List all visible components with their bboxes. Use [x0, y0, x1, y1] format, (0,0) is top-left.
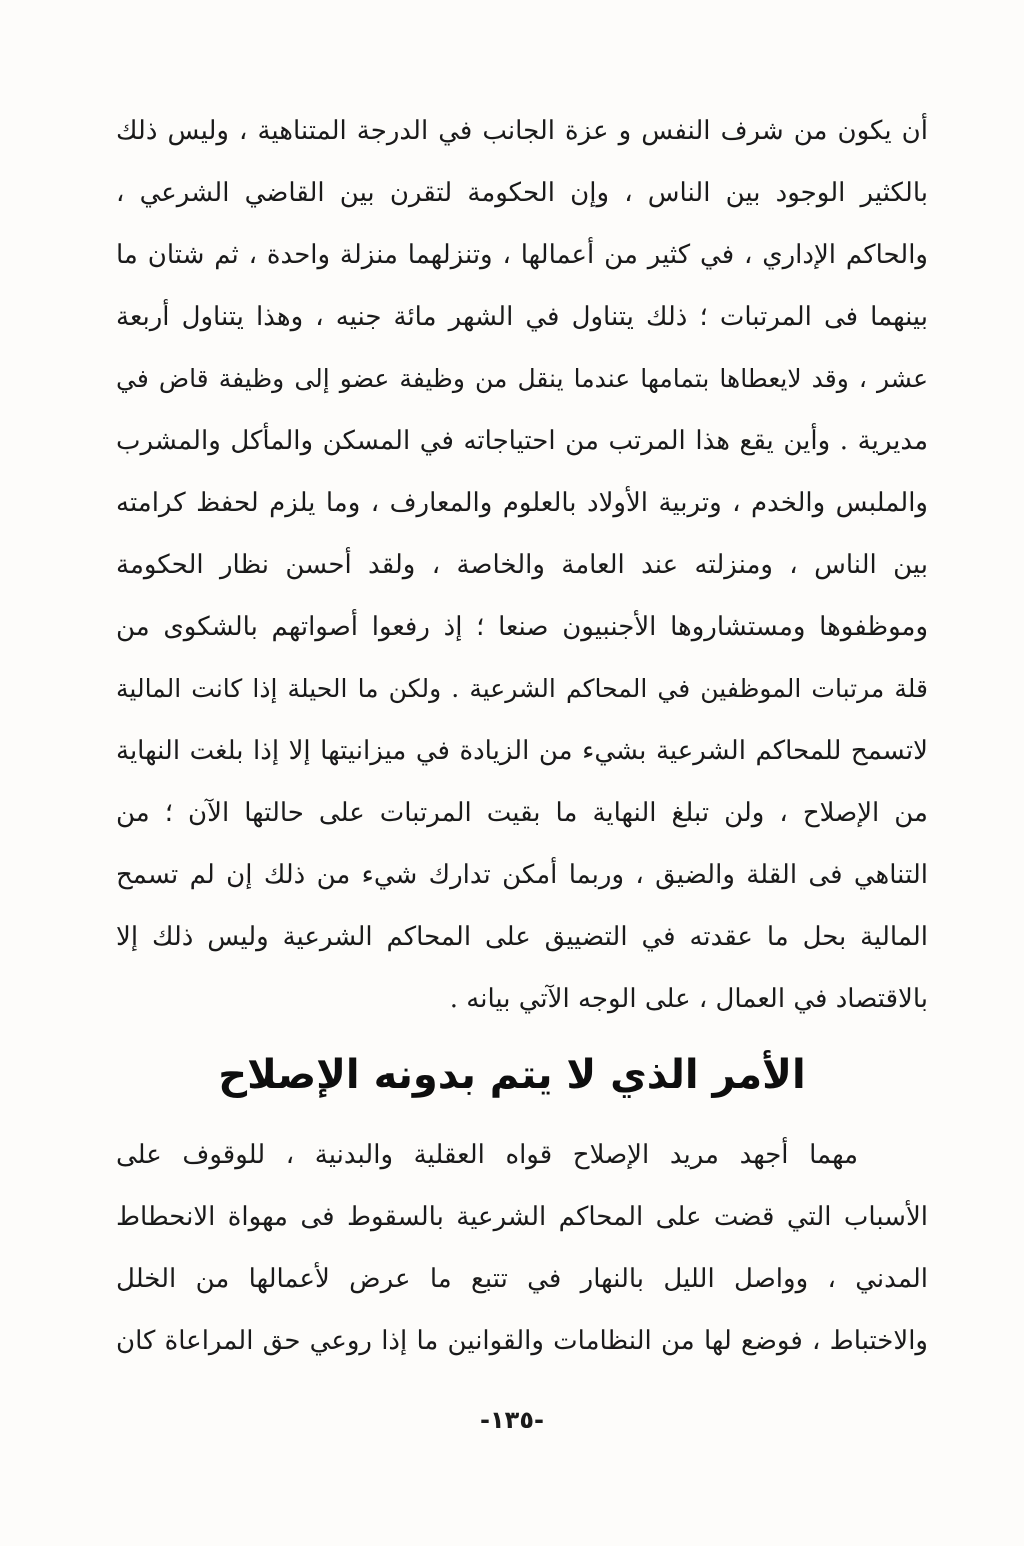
body-paragraph-2 [116, 1124, 928, 1372]
text-line: مهما أجهد مريد الإصلاح قواه العقلية والبدنية ، للوقوف على [116, 1140, 858, 1170]
text-line: والملبس والخدم ، وتربية الأولاد بالعلوم والمعارف ، وما يلزم لحفظ كرامته [116, 488, 928, 518]
text-line: الأسباب التي قضت على المحاكم الشرعية بالسقوط فى مهواة الانحطاط [116, 1202, 928, 1232]
text-line: والاختباط ، فوضع لها من النظامات والقوانين ما إذا روعي حق المراعاة كان [116, 1326, 928, 1356]
text-line: وموظفوها ومستشاروها الأجنبيون صنعا ؛ إذ رفعوا أصواتهم بالشكوى من [116, 612, 928, 642]
text-line: بالكثير الوجود بين الناس ، وإن الحكومة لتقرن بين القاضي الشرعي ، [116, 178, 928, 208]
text-line: المالية بحل ما عقدته في التضييق على المحاكم الشرعية وليس ذلك إلا [116, 922, 928, 952]
text-line: عشر ، وقد لايعطاها بتمامها عندما ينقل من وظيفة عضو إلى وظيفة قاض في [116, 364, 928, 393]
text-line: بين الناس ، ومنزلته عند العامة والخاصة ، ولقد أحسن نظار الحكومة [116, 550, 928, 580]
text-line: أن يكون من شرف النفس و عزة الجانب في الدرجة المتناهية ، وليس ذلك [116, 116, 928, 146]
body-paragraph-1 [116, 100, 928, 1030]
text-line: من الإصلاح ، ولن تبلغ النهاية ما بقيت المرتبات على حالتها الآن ؛ من [116, 798, 928, 828]
text-line: والحاكم الإداري ، في كثير من أعمالها ، وتنزلهما منزلة واحدة ، ثم شتان ما [116, 240, 928, 270]
section-heading: الأمر الذي لا يتم بدونه الإصلاح [218, 1052, 806, 1098]
text-line: لاتسمح للمحاكم الشرعية بشيء من الزيادة في ميزانيتها إلا إذا بلغت النهاية [116, 736, 928, 766]
text-line: التناهي فى القلة والضيق ، وربما أمكن تدارك شيء من ذلك إن لم تسمح [116, 860, 928, 890]
text-line: مديرية . وأين يقع هذا المرتب من احتياجاته في المسكن والمأكل والمشرب [116, 426, 928, 456]
text-line: المدني ، وواصل الليل بالنهار في تتبع ما عرض لأعمالها من الخلل [116, 1264, 928, 1294]
text-line: قلة مرتبات الموظفين في المحاكم الشرعية . ولكن ما الحيلة إذا كانت المالية [116, 674, 928, 703]
text-line: بينهما فى المرتبات ؛ ذلك يتناول في الشهر مائة جنيه ، وهذا يتناول أربعة [116, 302, 928, 332]
page-number: -١٣٥- [480, 1406, 544, 1434]
text-line: بالاقتصاد في العمال ، على الوجه الآتي بيانه . [449, 984, 928, 1014]
